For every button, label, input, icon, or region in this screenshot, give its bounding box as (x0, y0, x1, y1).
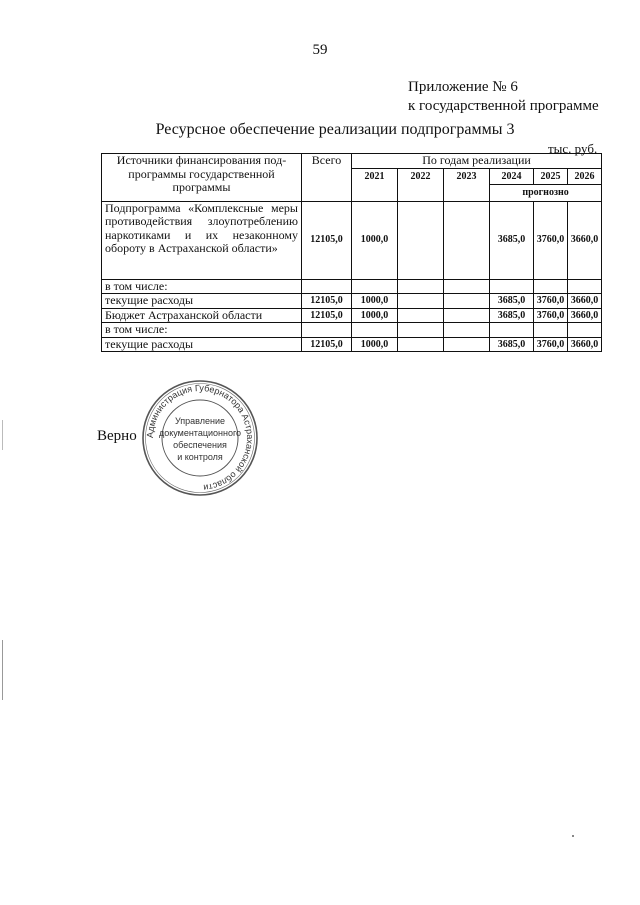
row-2021: 1000,0 (352, 201, 398, 279)
page-number: 59 (312, 42, 328, 58)
seal-inner-line: документационного (158, 428, 242, 438)
document-title: Ресурсное обеспечение реализации подпрограммы 3 (155, 121, 515, 138)
header-sources: Источники финансирования под-программы государственной программы (102, 154, 302, 202)
row-2022 (398, 323, 444, 338)
row-2022 (398, 279, 444, 294)
row-2025 (534, 323, 568, 338)
row-total: 12105,0 (302, 308, 352, 323)
table-row (102, 201, 602, 279)
table-row (102, 294, 602, 309)
seal-ring-text: Администрация Губернатора Астраханской области (144, 382, 256, 493)
row-2024: 3685,0 (490, 337, 534, 352)
row-source-name: текущие расходы (102, 294, 302, 309)
row-2021: 1000,0 (352, 294, 398, 309)
seal-outer-ring (143, 381, 257, 495)
row-2026 (568, 279, 602, 294)
seal-inner-line: Управление (174, 416, 226, 426)
row-2024: 3685,0 (490, 308, 534, 323)
row-2023 (444, 279, 490, 294)
row-source-name: текущие расходы (102, 337, 302, 352)
appendix-title: Приложение № 6 (408, 79, 518, 95)
table-row (102, 308, 602, 323)
seal-inner-line: обеспечения (173, 440, 227, 450)
row-2021: 1000,0 (352, 337, 398, 352)
row-source-name: в том числе: (102, 323, 302, 338)
seal-inner-line: и контроля (177, 452, 223, 462)
row-2025: 3760,0 (534, 294, 568, 309)
seal-inner-ring (162, 400, 238, 476)
row-2021: 1000,0 (352, 308, 398, 323)
units-label: тыс. руб. (548, 141, 598, 156)
row-2023 (444, 337, 490, 352)
row-total (302, 279, 352, 294)
header-by-years: По годам реализации (352, 154, 602, 169)
header-year-2023: 2023 (444, 168, 490, 201)
row-total (302, 323, 352, 338)
row-total: 12105,0 (302, 201, 352, 279)
header-forecast: прогнозно (490, 185, 602, 202)
resource-table (101, 153, 602, 352)
header-total: Всего (302, 154, 352, 202)
official-seal (140, 378, 260, 498)
verno-label: Верно (97, 428, 137, 444)
row-source-name: Бюджет Астраханской области (102, 308, 302, 323)
table-row (102, 337, 602, 352)
table-header-row-1 (102, 154, 602, 169)
row-2026: 3660,0 (568, 308, 602, 323)
row-2025: 3760,0 (534, 308, 568, 323)
header-year-2021: 2021 (352, 168, 398, 201)
row-2024: 3685,0 (490, 201, 534, 279)
scan-speck (572, 835, 574, 837)
table-row (102, 279, 602, 294)
header-year-2024: 2024 (490, 168, 534, 185)
row-source-name: Подпрограмма «Комплексные меры противодействия злоупотреблению наркотиками и их незаконному обороту в Астраханской области» (102, 201, 302, 279)
appendix-subtitle: к государственной программе (408, 98, 599, 114)
row-2021 (352, 279, 398, 294)
row-2026 (568, 323, 602, 338)
row-2023 (444, 323, 490, 338)
row-2025: 3760,0 (534, 337, 568, 352)
table-row (102, 323, 602, 338)
row-2026: 3660,0 (568, 201, 602, 279)
row-2026: 3660,0 (568, 337, 602, 352)
row-2023 (444, 308, 490, 323)
row-2024 (490, 323, 534, 338)
row-2025 (534, 279, 568, 294)
header-year-2022: 2022 (398, 168, 444, 201)
row-total: 12105,0 (302, 337, 352, 352)
row-2021 (352, 323, 398, 338)
header-year-2025: 2025 (534, 168, 568, 185)
scan-margin-mark (2, 640, 3, 700)
row-2024 (490, 279, 534, 294)
row-2023 (444, 201, 490, 279)
row-2025: 3760,0 (534, 201, 568, 279)
scan-margin-mark (2, 420, 3, 450)
row-source-name: в том числе: (102, 279, 302, 294)
row-2022 (398, 294, 444, 309)
row-total: 12105,0 (302, 294, 352, 309)
row-2022 (398, 201, 444, 279)
row-2023 (444, 294, 490, 309)
row-2022 (398, 337, 444, 352)
row-2024: 3685,0 (490, 294, 534, 309)
row-2022 (398, 308, 444, 323)
row-2026: 3660,0 (568, 294, 602, 309)
header-year-2026: 2026 (568, 168, 602, 185)
